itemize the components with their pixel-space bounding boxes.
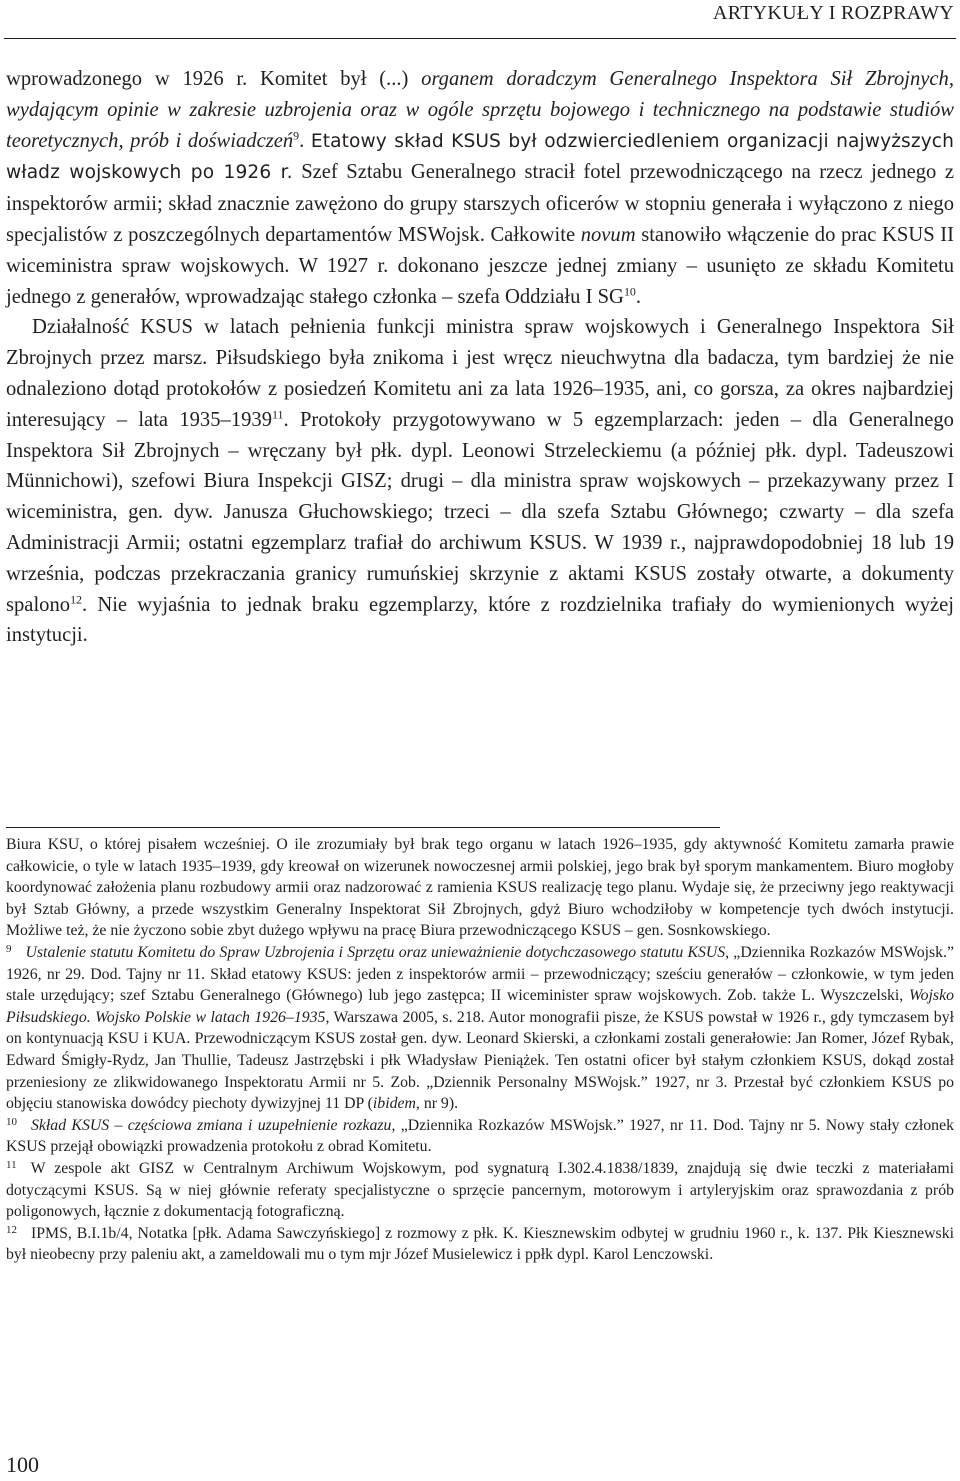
body-paragraph-1 [6, 64, 954, 312]
footnote-10 [6, 1115, 954, 1158]
footnote-ref-9[interactable]: 9 [293, 128, 300, 143]
footnotes [6, 834, 954, 1266]
text-run: . [635, 285, 642, 308]
sans-text-run: Etatowy skład KSUS był odzwierciedleniem organizacji najwyższych władz wojskowych po 1926 r. [6, 130, 955, 184]
main-text [6, 64, 954, 651]
text-run: Warszawa 2005, s. 218. Autor monografii pisze, że KSUS powstał w 1926 r., gdy tymczasem był on kontynuacją KSU i KUA. Przewodniczącym KSUS został gen. dyw. Leonard Skierski, a członkami zostali generałowie: Jan Romer, Józef Rybak, Edward Śmigły-Rydz, Jan Thullie, Tadeusz Jastrzębski i płk Władysław Pieniążek. Ten ostatni oficer był stałym członkiem KSUS, dokąd został przeniesiony ze zlikwidowanego Inspektoratu Armii nr 5. Zob. „Dziennik Personalny MSWojsk.” 1927, nr 3. Przestał być członkiem KSUS po objęciu stanowiska dowódcy piechoty dywizyjnej 11 DP ( [6, 1008, 954, 1113]
text-run: , „Dziennika Rozkazów MSWojsk.” 1927, nr 11. Dod. Tajny nr 5. Nowy stały członek KSUS przejął obowiązki prowadzenia protokołu z obrad Komitetu. [6, 1116, 954, 1156]
footnote-ref-10[interactable]: 10 [623, 284, 636, 299]
text-run: Działalność KSUS w latach pełnienia funkcji ministra spraw wojskowych i Generalnego Inspektora Sił Zbrojnych przez marsz. Piłsudskiego była znikoma i jest wręcz nieuchwytna dla badacza, tym bardziej że nie odnaleziono dotąd protokołów z posiedzeń Komitetu ani za lata 1926–1935, ani, co gorsza, za okres najbardziej interesujący – lata 1935–1939 [6, 316, 954, 431]
footnote-12 [6, 1223, 954, 1266]
italic-title: Wojsko Piłsudskiego. Wojsko Polskie w latach 1926–1935, [6, 987, 954, 1026]
header-rule [4, 38, 956, 39]
text-run: . Nie wyjaśnia to jednak braku egzemplarzy, które z rozdzielnika trafiały do wymienionych wyżej instytucji. [6, 593, 954, 647]
running-head: ARTYKUŁY I ROZPRAWY [712, 2, 954, 24]
footnote-11 [6, 1158, 954, 1223]
footnote-continuation: Biura KSU, o której pisałem wcześniej. O ile zrozumiały był brak tego organu w latach 1926–1935, gdy aktywność Komitetu zamarła prawie całkowicie, o tyle w latach 1935–1939, gdy kreował on wizerunek nowoczesnej armii polskiej, jego brak był sporym mankamentem. Biuro mogłoby koordynować założenia planu rozbudowy armii oraz nadzorować z ramienia KSUS realizację tego planu. Wydaje się, że przeciwny jego reaktywacji był Sztab Główny, a przede wszystkim Generalny Inspektorat Sił Zbrojnych, gdyż Biuro wchodziłoby w kompetencje tych dwóch instytucji. Możliwe też, że nie życzono sobie zbyt dużego wpływu na pracę Biura przewodniczącego KSUS – gen. Sosnkowskiego. [6, 836, 954, 940]
text-run: W zespole akt GISZ w Centralnym Archiwum Wojskowym, pod sygnaturą I.302.4.1838/1839, znajdują się dwie teczki z materiałami dotyczącymi KSUS. Są w niej głównie referaty specjalistyczne o sprzęcie pancernym, motorowym i artyleryjskim oraz sprawozdania z prób poligonowych, łącznie z dokumentacją fotograficzną. [6, 1159, 954, 1221]
body-paragraph-2 [6, 312, 954, 651]
footnote-number: 12 [6, 1223, 17, 1236]
text-run: . [299, 129, 311, 152]
text-run: . Protokoły przygotowywano w 5 egzemplarzach: jeden – dla Generalnego Inspektora Sił Zbrojnych – wręczany był płk. dypl. Leonowi Strzeleckiemu (a później płk. dypl. Tadeuszowi Münnichowi), szefowi Biura Inspekcji GISZ; drugi – dla ministra spraw wojskowych – przekazywany przez I wiceministra, gen. dyw. Janusza Głuchowskiego; trzeci – dla szefa Sztabu Głównego; czwarty – dla szefa Administracji Armii; ostatni egzemplarz trafiał do archiwum KSUS. W 1939 r., najprawdopodobniej 18 lub 19 września, podczas przekraczania granicy rumuńskiej skrzynie z aktami KSUS zostały otwarte, a dokumenty spalono [6, 408, 954, 616]
text-run: wprowadzonego w 1926 r. Komitet był (...) [6, 68, 422, 90]
text-run: , nr 9). [415, 1095, 459, 1113]
text-run: IPMS, B.I.1b/4, Notatka [płk. Adama Sawczyńskiego] z rozmowy z płk. K. Kiesznewskim odbytej w grudniu 1960 r., k. 137. Płk Kiesznewski był nieobecny przy paleniu akt, a zameldowali mu o tym mjr Józef Musielewicz i ppłk dypl. Karol Lenczowski. [6, 1224, 954, 1264]
footnote-number: 10 [6, 1115, 17, 1128]
text-run: „Dziennika Rozkazów MSWojsk.” 1926, nr 29. Dod. Tajny nr 11. Skład etatowy KSUS: jeden z inspektorów armii – przewodniczący; sześciu generałów – członkowie, w tym jeden stale urzędujący; szef Sztabu Generalnego (Głównego) lub jego zastępca; II wiceminister spraw wojskowych. Zob. także L. Wyszczelski, [6, 943, 955, 1005]
text-run: Szef Sztabu Generalnego stracił fotel przewodniczącego na rzecz jednego z inspektorów armii; skład znacznie zawężono do grupy starszych oficerów w stopniu generała i wyłączono z niego specjalistów z poszczególnych departamentów MSWojsk. Całkowite [6, 161, 954, 246]
footnote-number: 11 [6, 1158, 17, 1171]
italic-term: ibidem [372, 1095, 416, 1113]
italic-title: Ustalenie statutu Komitetu do Spraw Uzbrojenia i Sprzętu oraz unieważnienie dotychczasowego statutu KSUS, [25, 943, 730, 961]
page-number: 100 [6, 1452, 39, 1477]
text-run: stanowiło włączenie do prac KSUS II wiceministra spraw wojskowych. W 1927 r. dokonano jeszcze jednej zmiany – usunięto ze składu Komitetu jednego z generałów, wprowadzając stałego członka – szefa Oddziału I SG [6, 223, 954, 308]
footnote-ref-11[interactable]: 11 [272, 407, 284, 422]
footnote-rule [6, 827, 720, 828]
italic-title: Skład KSUS – częściowa zmiana i uzupełnienie rozkazu [31, 1116, 392, 1134]
footnote-9 [6, 942, 954, 1115]
footnote-number: 9 [6, 943, 12, 956]
footnote-ref-12[interactable]: 12 [70, 592, 83, 607]
italic-term: novum [580, 223, 636, 246]
quotation-italic: organem doradczym Generalnego Inspektora Sił Zbrojnych, wydającym opinie w zakresie uzbrojenia oraz w ogóle sprzętu bojowego i technicznego na podstawie studiów teoretycznych, prób i doświadczeń [6, 68, 954, 152]
